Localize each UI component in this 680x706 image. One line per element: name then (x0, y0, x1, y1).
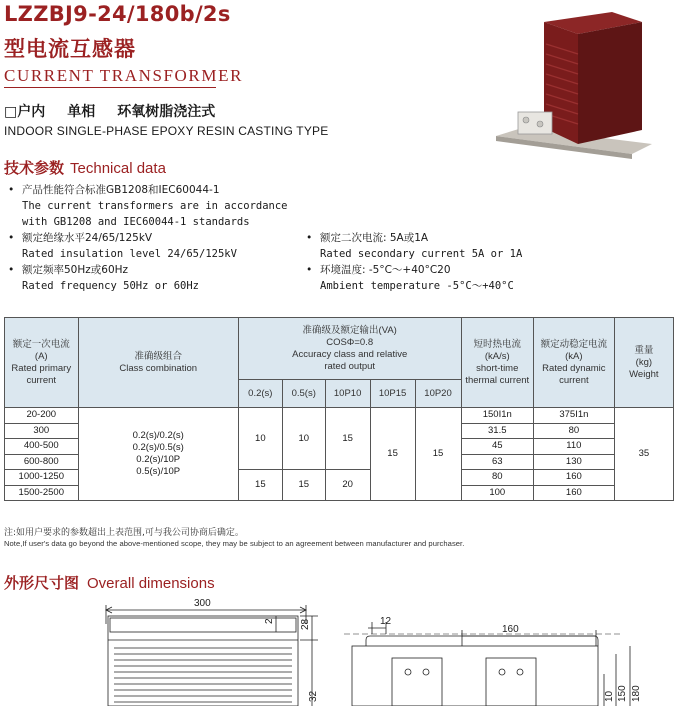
sub-header-10p20: 10P20 (415, 380, 461, 408)
model-title: LZZBJ9-24/180b/2s (4, 2, 231, 26)
class-combination-cell (78, 408, 238, 501)
dynamic-cell: 160 (534, 485, 615, 501)
spec-standard-en-2: with GB1208 and IEC60044-1 standards (22, 216, 250, 228)
thermal-cell: 80 (461, 470, 534, 486)
thermal-cell: 150I1n (461, 408, 534, 424)
sub-header-02s: 0.2(s) (238, 380, 282, 408)
col-header-class-cn: 准确级组合 (134, 350, 182, 362)
col-header-accuracy-cos: COSΦ=0.8 (326, 336, 374, 348)
spec-frequency-en: Rated frequency 50Hz or 60Hz (22, 280, 200, 292)
spec-insulation-cn: 额定绝缘水平24/65/125kV (22, 232, 153, 244)
col-header-dynamic-cn: 额定动稳定电流 (540, 338, 608, 350)
dynamic-cell: 375I1n (534, 408, 615, 424)
class-combo-4: 0.5(s)/10P (136, 466, 181, 477)
sub-header-10p15: 10P15 (370, 380, 415, 408)
dim-label-2: 2 (264, 618, 275, 624)
spec-standard-cn: 产品性能符合标准GB1208和IEC60044-1 (22, 184, 220, 196)
class-combo-3: 0.2(s)/10P (136, 454, 181, 465)
output-02s-cell-b: 15 (238, 470, 282, 501)
type-en: INDOOR SINGLE-PHASE EPOXY RESIN CASTING TYPE (4, 124, 329, 138)
col-header-class-en: Class combination (119, 362, 198, 374)
dimension-drawing (0, 594, 680, 706)
class-combo-1: 0.2(s)/0.2(s) (132, 430, 184, 441)
type-cn (4, 101, 237, 121)
sub-header-05s: 0.5(s) (282, 380, 325, 408)
sub-header-10p10: 10P10 (325, 380, 370, 408)
output-05s-cell-b: 15 (282, 470, 325, 501)
col-header-thermal-en-1: short-time (476, 362, 519, 374)
thermal-cell: 63 (461, 454, 534, 470)
dim-label-32: 32 (308, 690, 319, 702)
col-header-class-combination (78, 318, 238, 408)
output-10p20-cell: 15 (415, 408, 461, 501)
spec-insulation-en: Rated insulation level 24/65/125kV (22, 248, 237, 260)
col-header-weight (614, 318, 673, 408)
spec-secondary-en: Rated secondary current 5A or 1A (320, 248, 523, 260)
weight-cell: 35 (614, 408, 673, 501)
tech-heading (4, 157, 166, 178)
dim-label-150: 150 (617, 685, 628, 702)
dim-label-12: 12 (380, 616, 392, 627)
table-row (5, 408, 674, 424)
col-header-dynamic-en-2: current (559, 374, 589, 386)
col-header-thermal-en-2: thermal current (465, 374, 530, 386)
dim-label-180: 180 (631, 685, 642, 702)
spec-frequency-cn: 额定频率50Hz或60Hz (22, 264, 129, 276)
dim-label-10: 10 (604, 690, 615, 702)
col-header-primary-en-1: Rated primary (11, 362, 72, 374)
primary-current-cell: 20-200 (5, 408, 79, 424)
type-cn-epoxy: 环氧树脂浇注式 (117, 104, 216, 120)
primary-current-cell: 1000-1250 (5, 470, 79, 486)
spec-standard-en-1: The current transformers are in accordance (22, 200, 288, 212)
col-header-thermal-unit: (kA/s) (484, 350, 510, 362)
thermal-cell: 31.5 (461, 423, 534, 439)
thermal-cell: 45 (461, 439, 534, 455)
col-header-dynamic-en-1: Rated dynamic (542, 362, 606, 374)
primary-current-cell: 600-800 (5, 454, 79, 470)
spec-table (4, 317, 674, 501)
output-02s-cell-a: 10 (238, 408, 282, 470)
product-name-en: CURRENT TRANSFORMER (4, 66, 244, 85)
output-10p10-cell-a: 15 (325, 408, 370, 470)
col-header-accuracy (238, 318, 461, 380)
dimensions-heading-en: Overall dimensions (87, 575, 215, 592)
dynamic-cell: 80 (534, 423, 615, 439)
col-header-weight-cn: 重量 (634, 344, 654, 356)
dynamic-cell: 110 (534, 439, 615, 455)
col-header-accuracy-cn: 准确级及额定输出(VA) (302, 324, 397, 336)
col-header-weight-unit: (kg) (635, 356, 653, 368)
dimensions-heading (4, 572, 215, 593)
class-combo-2: 0.2(s)/0.5(s) (132, 442, 184, 453)
spec-right: • 额定二次电流: 5A或1A Rated secondary current 5A or 1A • 环境温度: -5°C～+40°C20 Ambient temperature -5°C～+40°C (306, 230, 606, 294)
col-header-dynamic (534, 318, 615, 408)
spec-secondary-cn: 额定二次电流: 5A或1A (320, 232, 429, 244)
dim-label-300: 300 (194, 598, 211, 609)
note-en: Note,If user's data go beyond the above-mentioned scope, they may be subject to an agreement between manufacturer and purchaser. (4, 539, 465, 548)
output-10p15-cell: 15 (370, 408, 415, 501)
col-header-dynamic-unit: (kA) (565, 350, 583, 362)
col-header-accuracy-en-1: Accuracy class and relative (292, 348, 408, 360)
col-header-thermal-cn: 短时热电流 (473, 338, 522, 350)
tech-heading-en: Technical data (70, 160, 166, 177)
col-header-primary-en-2: current (26, 374, 57, 386)
tech-heading-cn: 技术参数 (4, 159, 65, 177)
primary-current-cell: 1500-2500 (5, 485, 79, 501)
spec-left: • 产品性能符合标准GB1208和IEC60044-1 The current transformers are in accordance with GB1208 and IEC60044-1 standards • 额定绝缘水平24/65/125kV Rated insulation level 24/65/125kV • 额定频率50Hz或60Hz Rated frequency 50Hz or 60Hz (8, 182, 308, 294)
primary-current-cell: 400-500 (5, 439, 79, 455)
product-name-cn: 型电流互感器 (4, 37, 136, 61)
type-cn-indoor: □户内 (4, 104, 46, 120)
dynamic-cell: 160 (534, 470, 615, 486)
col-header-primary-unit: (A) (34, 350, 48, 362)
note-cn: 注:如用户要求的参数超出上表范围,可与我公司协商后确定。 (4, 528, 244, 538)
spec-ambient-en: Ambient temperature -5°C～+40°C (320, 280, 514, 292)
dynamic-cell: 130 (534, 454, 615, 470)
dim-label-160: 160 (502, 624, 519, 635)
thermal-cell: 100 (461, 485, 534, 501)
col-header-weight-en: Weight (629, 368, 659, 380)
title-divider (4, 87, 216, 88)
dim-label-28: 28 (300, 618, 311, 630)
col-header-accuracy-en-2: rated output (324, 360, 376, 372)
col-header-primary-cn: 额定一次电流 (12, 338, 70, 350)
primary-current-cell: 300 (5, 423, 79, 439)
output-10p10-cell-b: 20 (325, 470, 370, 501)
dimensions-heading-cn: 外形尺寸图 (4, 574, 80, 592)
product-photo (482, 4, 660, 164)
col-header-primary-current (5, 318, 79, 408)
spec-ambient-cn: 环境温度: -5°C～+40°C20 (320, 264, 451, 276)
type-cn-single-phase: 单相 (67, 104, 96, 120)
output-05s-cell-a: 10 (282, 408, 325, 470)
col-header-thermal (461, 318, 534, 408)
